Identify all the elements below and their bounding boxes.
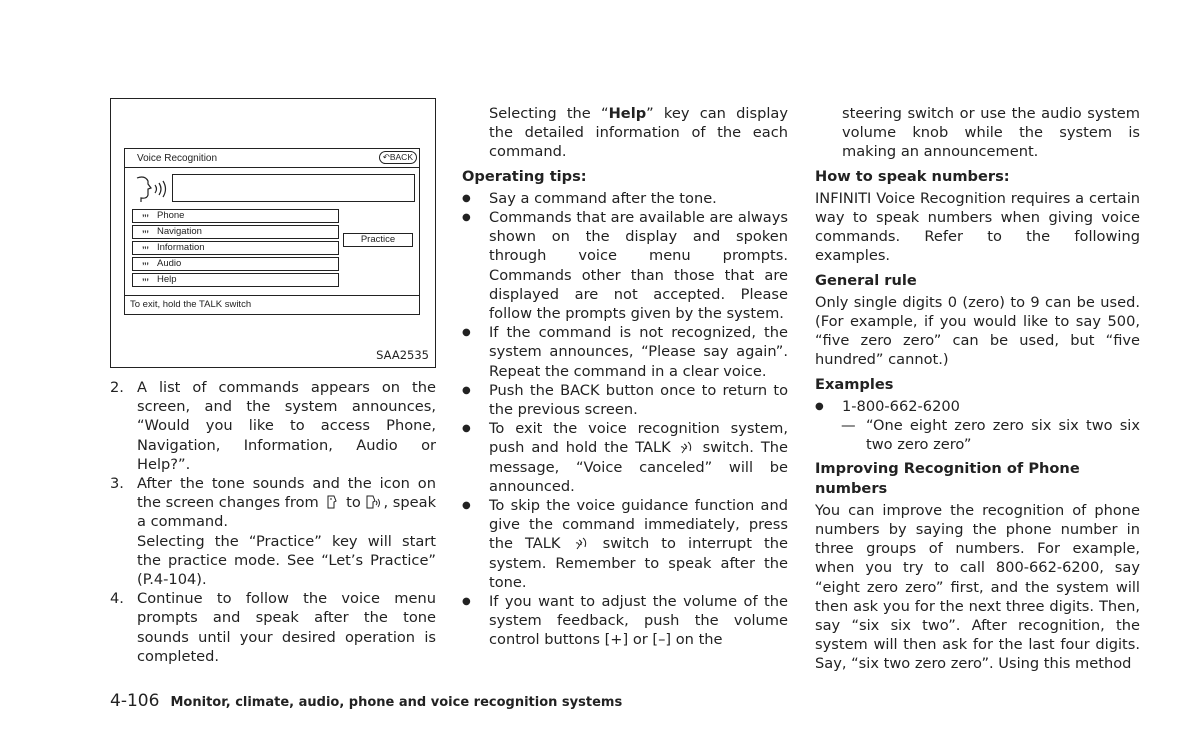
step-3-note: Selecting the “Practice” key will start the practice mode. See “Let’s Practice” (P.4-104). <box>137 532 436 589</box>
speaking-face-icon <box>133 175 171 203</box>
step-number: 4. <box>110 590 124 608</box>
divider <box>125 295 419 296</box>
step-number: 3. <box>110 475 124 493</box>
improving-recognition-heading: Improving Recognition of Phone numbers <box>815 460 1080 497</box>
menu-item-information <box>132 241 339 255</box>
dash: — <box>841 417 856 435</box>
screen-display <box>124 148 420 315</box>
tip-6 <box>462 496 788 592</box>
voice-icon: ’’’ <box>142 213 149 223</box>
text: switch. The message, “Voice canceled” will be announced. <box>489 439 788 495</box>
page-number: 4-106 <box>110 691 160 711</box>
step-3 <box>110 474 436 532</box>
step-text: After the tone sounds and the icon on the screen changes from <box>137 475 436 512</box>
general-rule-heading: General rule <box>815 271 917 289</box>
text: switch to interrupt the system. Remember to speak after the tone. <box>489 535 789 591</box>
step-4 <box>110 589 436 666</box>
tip-2: ● Commands that are available are always shown on the display and spoken through voice menu prompts. Commands other than those that are displayed are not accepted. Please follow the prompts given by the system. <box>462 208 788 323</box>
menu-item-audio <box>132 257 339 271</box>
back-label: BACK <box>389 152 413 162</box>
column-1 <box>110 378 436 666</box>
examples-heading: Examples <box>815 375 894 393</box>
menu-item-help <box>132 273 339 287</box>
tip-1: ● Say a command after the tone. <box>462 189 788 208</box>
continued-text: steering switch or use the audio system volume knob while the system is making an announcement. <box>842 105 1140 161</box>
text: “One eight zero zero six six two six two zero zero” <box>866 417 1140 454</box>
menu-item-navigation <box>132 225 339 239</box>
operating-tips-heading: Operating tips: <box>462 167 587 185</box>
improving-recognition-text: You can improve the recognition of phone numbers by saying the phone number in three groups of numbers. For example, when you try to call 800-662-6200, say “eight zero zero” first, and the system will then ask you for the next three digits. Then, say “six six two”. After recognition, the system will then ask for the last four digits. Say, “six two zero zero”. Using this method <box>815 501 1140 673</box>
step-text: to <box>346 494 361 512</box>
text: ” key can display the detailed information of the each command. <box>489 105 788 161</box>
screen-title: Voice Recognition <box>137 153 218 164</box>
tip-3: ● If the command is not recognized, the system announces, “Please say again”. Repeat the command in a clear voice. <box>462 323 788 381</box>
column-3 <box>815 104 1140 674</box>
column-2 <box>462 104 788 650</box>
page-footer <box>110 691 622 711</box>
text: Selecting the “ <box>489 105 609 122</box>
menu-label: Audio <box>157 258 182 269</box>
recognition-input-box <box>172 174 415 202</box>
speak-numbers-text: INFINITI Voice Recognition requires a certain way to speak numbers when giving voice commands. Refer to the following examples. <box>815 189 1140 265</box>
talk-switch-icon <box>678 440 696 454</box>
example-1-spoken <box>815 416 1140 454</box>
general-rule-text: Only single digits 0 (zero) to 9 can be used. (For example, if you would like to say 500, “five zero zero” can be used, but “five hundred” cannot.) <box>815 293 1140 369</box>
step-2 <box>110 378 436 474</box>
menu-label: Navigation <box>157 226 202 237</box>
divider <box>125 167 419 168</box>
tip-4: ● Push the BACK button once to return to the previous screen. <box>462 381 788 419</box>
speaking-face-icon <box>365 495 383 509</box>
help-key-name: Help <box>608 105 647 122</box>
section-title: Monitor, climate, audio, phone and voice recognition systems <box>170 695 623 710</box>
help-key-note <box>462 104 788 162</box>
menu-item-phone <box>132 209 339 223</box>
step-text: , speak a command. <box>137 494 437 531</box>
exit-hint: To exit, hold the TALK switch <box>130 299 252 310</box>
voice-icon: ’’’ <box>142 229 149 239</box>
tip-5 <box>462 419 788 496</box>
text: To exit the voice recognition system, push and hold the TALK <box>489 420 788 457</box>
face-icon <box>323 495 341 509</box>
step-text: Continue to follow the voice menu prompts and speak after the tone sounds until your desired operation is completed. <box>137 590 436 665</box>
voice-recognition-figure <box>110 98 436 368</box>
voice-icon: ’’’ <box>142 245 149 255</box>
step-number: 2. <box>110 379 124 396</box>
menu-label: Information <box>157 242 205 253</box>
text: To skip the voice guidance function and give the command immediately, press the TALK <box>489 497 788 553</box>
voice-icon: ’’’ <box>142 261 149 271</box>
back-button <box>379 151 417 164</box>
talk-switch-icon <box>573 536 591 550</box>
figure-code: SAA2535 <box>376 348 429 362</box>
practice-key: Practice <box>343 233 413 247</box>
speak-numbers-heading: How to speak numbers: <box>815 167 1010 185</box>
example-1: ● 1-800-662-6200 <box>815 397 1140 416</box>
menu-label: Phone <box>157 210 185 221</box>
back-arrow-icon: ↶ <box>382 152 390 162</box>
voice-icon: ’’’ <box>142 277 149 287</box>
tip-7: ● If you want to adjust the volume of the system feedback, push the volume control buttons [+] or [–] on the <box>462 592 788 650</box>
menu-label: Help <box>157 274 177 285</box>
step-text: A list of commands appears on the screen, and the system announces, “Would you like to access Phone, Navigation, Information, Audio or Help?”. <box>137 379 436 473</box>
